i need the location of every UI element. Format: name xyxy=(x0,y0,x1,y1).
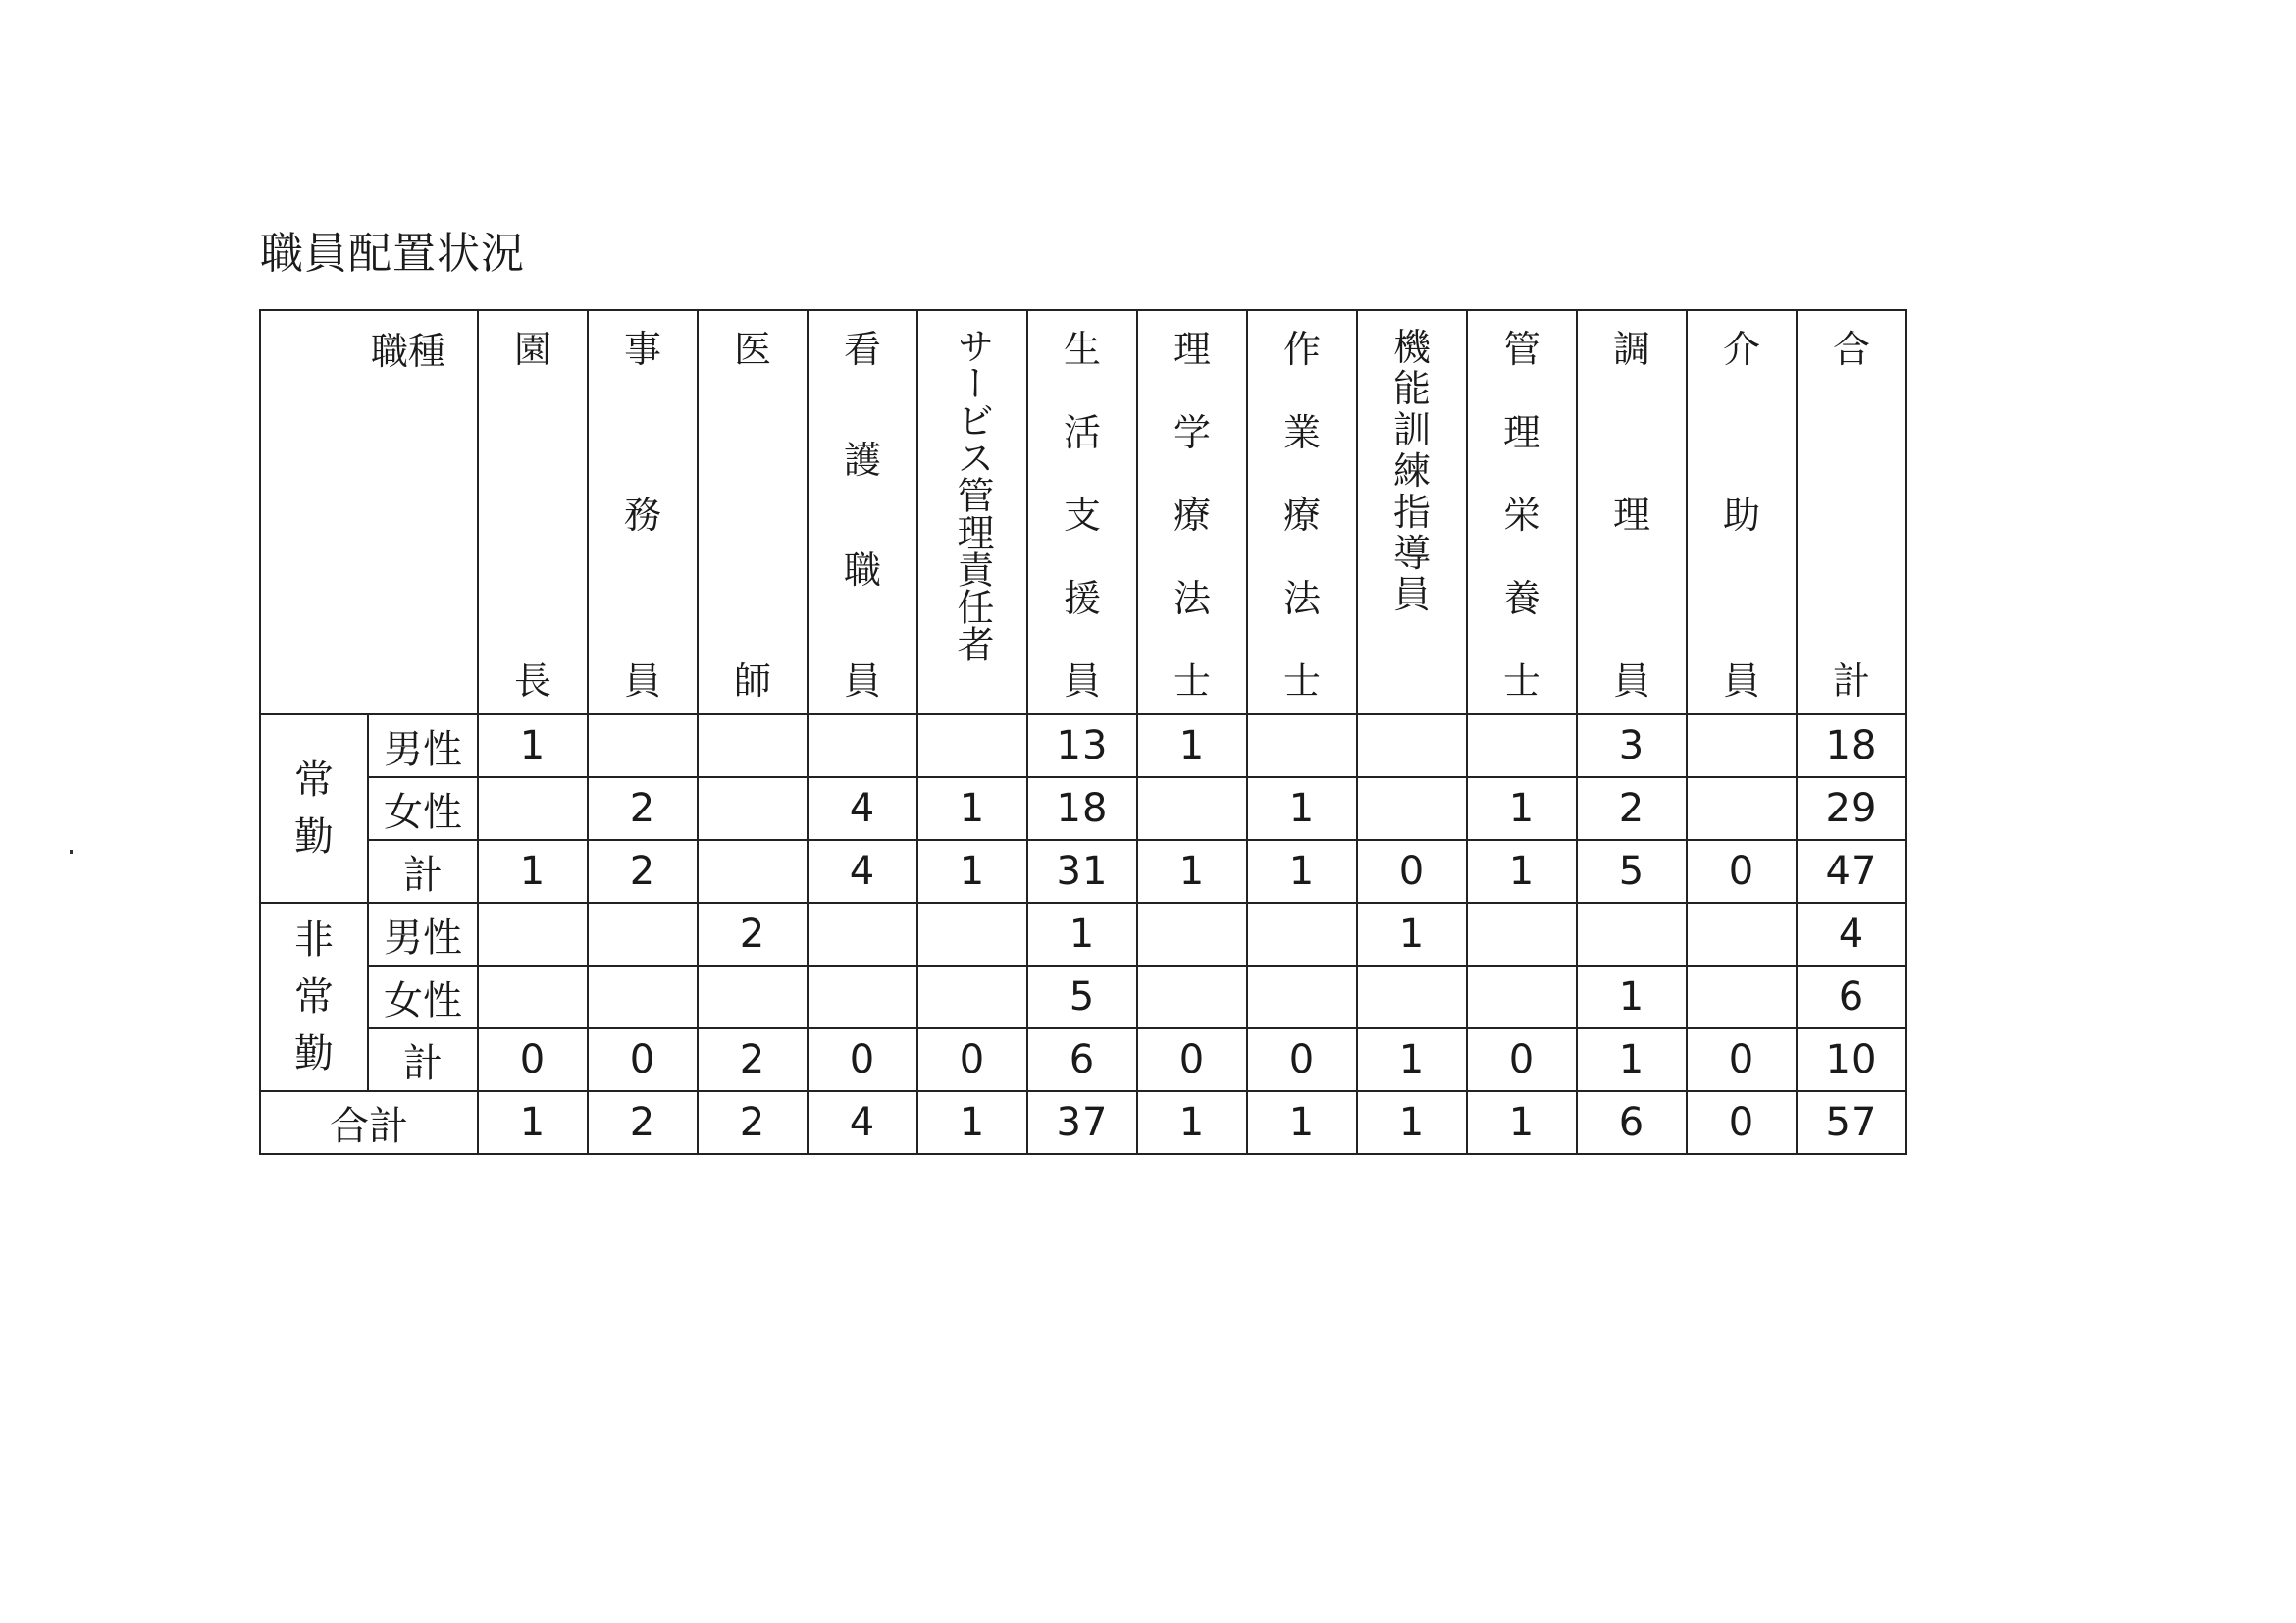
table-cell: 4 xyxy=(1797,903,1906,966)
column-header-char: 業 xyxy=(1282,410,1321,454)
row-label: 計 xyxy=(368,840,478,903)
table-row xyxy=(260,840,1906,903)
column-header-label xyxy=(1688,311,1796,713)
staff-placement-table xyxy=(259,309,1907,1155)
total-cell: 1 xyxy=(1137,1091,1247,1154)
column-header-char: 助 xyxy=(1722,494,1760,537)
column-header-char: 管 xyxy=(1502,328,1540,371)
table-cell xyxy=(478,903,588,966)
total-cell: 0 xyxy=(1687,1091,1797,1154)
column-header-label xyxy=(1468,311,1576,713)
column-header-label xyxy=(479,311,587,713)
table-cell: 1 xyxy=(917,840,1027,903)
employment-group-char: 常 xyxy=(294,758,334,803)
table-cell: 0 xyxy=(1247,1028,1357,1091)
table-cell xyxy=(1137,903,1247,966)
table-cell xyxy=(1467,714,1577,777)
column-header-char: 法 xyxy=(1173,576,1211,620)
total-cell: 1 xyxy=(917,1091,1027,1154)
column-header-label xyxy=(1358,311,1466,713)
table-cell: 1 xyxy=(1247,777,1357,840)
table-cell: 0 xyxy=(478,1028,588,1091)
column-header xyxy=(1577,310,1687,714)
table-body xyxy=(260,310,1906,1154)
column-header-char: 導 xyxy=(1392,532,1431,575)
table-cell: 1 xyxy=(478,714,588,777)
table-cell xyxy=(588,903,698,966)
table-cell: 3 xyxy=(1577,714,1687,777)
column-header-label xyxy=(1578,311,1686,713)
row-label: 女性 xyxy=(368,777,478,840)
total-cell: 4 xyxy=(808,1091,917,1154)
column-header-char: 能 xyxy=(1392,367,1431,410)
column-header-label xyxy=(809,311,916,713)
column-header-char: 援 xyxy=(1063,576,1101,620)
table-cell: 1 xyxy=(478,840,588,903)
column-header-char: 士 xyxy=(1502,659,1540,703)
total-cell: 2 xyxy=(698,1091,808,1154)
total-cell: 1 xyxy=(1467,1091,1577,1154)
total-cell: 1 xyxy=(1247,1091,1357,1154)
table-cell: 1 xyxy=(917,777,1027,840)
table-cell xyxy=(698,840,808,903)
table-cell xyxy=(1577,903,1687,966)
table-cell xyxy=(1467,903,1577,966)
column-header-text: サービス管理責任者 xyxy=(951,327,994,662)
column-header-label xyxy=(1248,311,1356,713)
column-header xyxy=(1247,310,1357,714)
table-cell xyxy=(1247,966,1357,1028)
column-header xyxy=(917,310,1027,714)
row-label: 計 xyxy=(368,1028,478,1091)
column-header-char: 法 xyxy=(1282,576,1321,620)
table-cell xyxy=(1687,966,1797,1028)
row-label: 女性 xyxy=(368,966,478,1028)
column-header-char: 理 xyxy=(1173,328,1211,371)
table-cell: 2 xyxy=(1577,777,1687,840)
table-cell: 0 xyxy=(1137,1028,1247,1091)
total-cell: 1 xyxy=(478,1091,588,1154)
column-header-char: 合 xyxy=(1832,328,1870,371)
column-header-char: 指 xyxy=(1392,491,1431,534)
row-label: 男性 xyxy=(368,903,478,966)
column-header-char: 護 xyxy=(843,438,881,482)
column-header-char: 員 xyxy=(1063,659,1101,703)
table-cell xyxy=(1687,777,1797,840)
column-header-char: 員 xyxy=(623,659,661,703)
table-cell xyxy=(1247,714,1357,777)
column-header-char: 師 xyxy=(733,659,771,703)
table-cell: 0 xyxy=(917,1028,1027,1091)
column-header-char: 士 xyxy=(1173,659,1211,703)
column-header-char: 員 xyxy=(1612,659,1650,703)
table-cell: 0 xyxy=(808,1028,917,1091)
employment-group-char: 勤 xyxy=(294,1031,334,1076)
table-cell: 1 xyxy=(1577,966,1687,1028)
table-cell: 2 xyxy=(588,840,698,903)
column-header xyxy=(698,310,808,714)
column-header-char: 医 xyxy=(733,328,771,371)
total-cell: 2 xyxy=(588,1091,698,1154)
column-header-char: 栄 xyxy=(1502,494,1540,537)
table-cell: 1 xyxy=(1027,903,1137,966)
table-cell xyxy=(698,714,808,777)
table-cell: 6 xyxy=(1027,1028,1137,1091)
table-cell xyxy=(698,777,808,840)
column-header-char: 調 xyxy=(1612,328,1650,371)
table-cell xyxy=(588,966,698,1028)
table-row xyxy=(260,1028,1906,1091)
table-cell: 1 xyxy=(1577,1028,1687,1091)
column-header-char: 長 xyxy=(513,659,551,703)
corner-cell xyxy=(260,310,478,714)
column-header-char: 員 xyxy=(843,658,881,703)
table-cell xyxy=(1357,777,1467,840)
column-header-char: 介 xyxy=(1722,328,1760,371)
table-cell xyxy=(917,966,1027,1028)
table-cell: 2 xyxy=(588,777,698,840)
table-cell: 1 xyxy=(1137,714,1247,777)
table-cell: 1 xyxy=(1357,903,1467,966)
table-cell xyxy=(1687,714,1797,777)
column-header-char: 療 xyxy=(1173,494,1211,537)
column-header-char: 務 xyxy=(623,494,661,537)
table-cell xyxy=(1357,714,1467,777)
table-row xyxy=(260,714,1906,777)
total-cell: 57 xyxy=(1797,1091,1906,1154)
table-cell xyxy=(1137,966,1247,1028)
column-header-label xyxy=(589,311,697,713)
column-header-char: 学 xyxy=(1173,410,1211,454)
table-row xyxy=(260,966,1906,1028)
table-cell xyxy=(808,903,917,966)
table-cell: 4 xyxy=(808,840,917,903)
page-title: 職員配置状況 xyxy=(260,229,525,279)
table-cell: 0 xyxy=(1357,840,1467,903)
header-row xyxy=(260,310,1906,714)
column-header xyxy=(588,310,698,714)
table-cell: 2 xyxy=(698,903,808,966)
column-header-label xyxy=(918,311,1026,713)
table-cell xyxy=(478,777,588,840)
table-cell: 31 xyxy=(1027,840,1137,903)
table-cell: 0 xyxy=(588,1028,698,1091)
table-cell xyxy=(1247,903,1357,966)
employment-group-char: 勤 xyxy=(294,814,334,860)
employment-group-char: 常 xyxy=(294,974,334,1020)
table-cell: 1 xyxy=(1247,840,1357,903)
total-cell: 1 xyxy=(1357,1091,1467,1154)
column-header-char: 機 xyxy=(1392,326,1431,369)
table-row xyxy=(260,777,1906,840)
column-header-char: 支 xyxy=(1063,494,1101,537)
table-cell xyxy=(808,966,917,1028)
row-label: 男性 xyxy=(368,714,478,777)
table-cell xyxy=(1357,966,1467,1028)
table-cell: 1 xyxy=(1357,1028,1467,1091)
column-header-char: 療 xyxy=(1282,494,1321,537)
column-header-char: 練 xyxy=(1392,449,1431,493)
column-header xyxy=(1797,310,1906,714)
column-header-char: 士 xyxy=(1282,659,1321,703)
table-cell: 1 xyxy=(1467,840,1577,903)
table-cell: 0 xyxy=(1687,840,1797,903)
table-cell xyxy=(917,903,1027,966)
column-header-char: 計 xyxy=(1832,659,1870,703)
table-row xyxy=(260,903,1906,966)
job-type-label: 職種 xyxy=(371,330,446,373)
table-cell: 0 xyxy=(1687,1028,1797,1091)
column-header xyxy=(808,310,917,714)
column-header-label xyxy=(1028,311,1136,713)
table-cell xyxy=(1687,903,1797,966)
total-cell: 37 xyxy=(1027,1091,1137,1154)
total-label: 合計 xyxy=(260,1091,478,1154)
total-cell: 6 xyxy=(1577,1091,1687,1154)
table-cell: 4 xyxy=(808,777,917,840)
total-row xyxy=(260,1091,1906,1154)
employment-group-char: 非 xyxy=(294,917,334,963)
column-header xyxy=(1467,310,1577,714)
column-header-char: 理 xyxy=(1612,494,1650,537)
table-cell xyxy=(588,714,698,777)
column-header-char: 員 xyxy=(1722,659,1760,703)
column-header-char: 養 xyxy=(1502,576,1540,620)
employment-group-cell xyxy=(260,714,368,903)
employment-group-label xyxy=(261,752,367,865)
column-header-char: 看 xyxy=(843,328,881,371)
column-header xyxy=(478,310,588,714)
table-cell: 18 xyxy=(1027,777,1137,840)
column-header-char: 訓 xyxy=(1392,408,1431,451)
table-cell xyxy=(808,714,917,777)
table-cell: 2 xyxy=(698,1028,808,1091)
table-cell xyxy=(1467,966,1577,1028)
column-header xyxy=(1027,310,1137,714)
table-cell: 13 xyxy=(1027,714,1137,777)
employment-group-cell xyxy=(260,903,368,1091)
column-header xyxy=(1357,310,1467,714)
column-header-char: 園 xyxy=(513,328,551,371)
table-cell: 5 xyxy=(1577,840,1687,903)
table-cell: 10 xyxy=(1797,1028,1906,1091)
table-cell xyxy=(1137,777,1247,840)
column-header xyxy=(1687,310,1797,714)
table-cell xyxy=(478,966,588,1028)
table-cell: 5 xyxy=(1027,966,1137,1028)
table-cell: 18 xyxy=(1797,714,1906,777)
column-header-label xyxy=(1798,311,1905,713)
employment-group-label xyxy=(261,912,367,1082)
table-cell: 1 xyxy=(1137,840,1247,903)
column-header-label xyxy=(1138,311,1246,713)
table-cell: 6 xyxy=(1797,966,1906,1028)
scan-speck xyxy=(70,850,73,854)
column-header-char: 事 xyxy=(623,328,661,371)
column-header-char: 作 xyxy=(1282,328,1321,371)
column-header-label xyxy=(699,311,807,713)
column-header xyxy=(1137,310,1247,714)
table-cell: 47 xyxy=(1797,840,1906,903)
column-header-char: 員 xyxy=(1392,573,1431,616)
table-cell: 0 xyxy=(1467,1028,1577,1091)
table-cell: 1 xyxy=(1467,777,1577,840)
column-header-char: 生 xyxy=(1063,328,1101,371)
column-header-char: 理 xyxy=(1502,410,1540,454)
table-cell xyxy=(917,714,1027,777)
table-cell: 29 xyxy=(1797,777,1906,840)
table-cell xyxy=(698,966,808,1028)
column-header-char: 活 xyxy=(1063,410,1101,454)
column-header-char: 職 xyxy=(843,549,881,593)
